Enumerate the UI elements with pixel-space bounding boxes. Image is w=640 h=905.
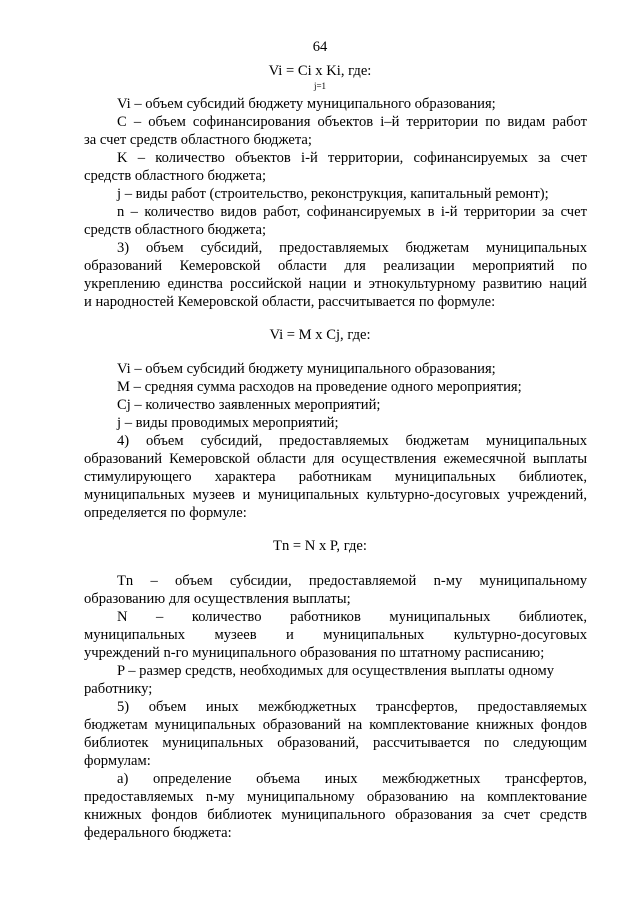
paragraph-line: бюджетам муниципальных образований на комплектование книжных фондов — [84, 717, 587, 733]
definition-line: j – виды работ (строительство, реконструкция, капитальный ремонт); — [117, 186, 549, 202]
page-number: 64 — [312, 39, 328, 55]
paragraph-line: муниципальных музеев и муниципальных культурно-досуговых учреждений, — [84, 487, 587, 503]
paragraph-line: образований Кемеровской области для реализации мероприятий по — [84, 258, 587, 274]
definition-line: средств областного бюджета; — [84, 168, 266, 184]
definition-line: за счет средств областного бюджета; — [84, 132, 312, 148]
formula-1: Vi = Ci x Ki, где: — [268, 63, 372, 79]
definition-line: средств областного бюджета; — [84, 222, 266, 238]
paragraph-line: и народностей Кемеровской области, рассчитывается по формуле: — [84, 294, 496, 310]
definition-line: муниципальных музеев и муниципальных культурно-досуговых — [84, 627, 587, 643]
paragraph-line: образований Кемеровской области для осуществления ежемесячной выплаты — [84, 451, 587, 467]
paragraph-line: 4) объем субсидий, предоставляемых бюджетам муниципальных — [117, 433, 587, 449]
definition-line: n – количество видов работ, софинансируемых в i-й территории за счет — [117, 204, 587, 220]
definition-line: образованию для осуществления выплаты; — [84, 591, 351, 607]
paragraph-line: формулам: — [84, 753, 151, 769]
paragraph-line: определяется по формуле: — [84, 505, 247, 521]
definition-line: учреждений n-го муниципального образования по штатному расписанию; — [84, 645, 545, 661]
definition-line: K – количество объектов i-й территории, софинансируемых за счет — [117, 150, 587, 166]
definition-line: С – объем софинансирования объектов i–й территории по видам работ — [117, 114, 587, 130]
definition-line: j – виды проводимых мероприятий; — [117, 415, 339, 431]
paragraph-line: а) определение объема иных межбюджетных трансфертов, — [117, 771, 587, 787]
paragraph-line: федерального бюджета: — [84, 825, 232, 841]
definition-line: Tn – объем субсидии, предоставляемой n-му муниципальному — [117, 573, 587, 589]
definition-line: Vi – объем субсидий бюджету муниципального образования; — [117, 361, 496, 377]
formula-2: Vi = M x Cj, где: — [269, 327, 371, 343]
paragraph-line: библиотек муниципальных образований, рассчитывается по следующим — [84, 735, 587, 751]
paragraph-line: предоставляемых n-му муниципальному образованию на комплектование — [84, 789, 587, 805]
formula-3: Tn = N x P, где: — [273, 538, 367, 554]
definition-line: Cj – количество заявленных мероприятий; — [117, 397, 381, 413]
definition-line: P – размер средств, необходимых для осуществления выплаты одному — [117, 663, 555, 679]
paragraph-line: книжных фондов библиотек муниципального образования за счет средств — [84, 807, 587, 823]
formula-1-subscript: j=1 — [313, 81, 327, 91]
definition-line: работнику; — [84, 681, 153, 697]
paragraph-line: стимулирующего характера работникам муниципальных библиотек, — [84, 469, 587, 485]
paragraph-line: 3) объем субсидий, предоставляемых бюджетам муниципальных — [117, 240, 587, 256]
definition-line: M – средняя сумма расходов на проведение одного мероприятия; — [117, 379, 522, 395]
definition-line: Vi – объем субсидий бюджету муниципального образования; — [117, 96, 496, 112]
paragraph-line: 5) объем иных межбюджетных трансфертов, предоставляемых — [117, 699, 587, 715]
paragraph-line: укреплению единства российской нации и этнокультурному развитию наций — [84, 276, 587, 292]
definition-line: N – количество работников муниципальных библиотек, — [117, 609, 587, 625]
